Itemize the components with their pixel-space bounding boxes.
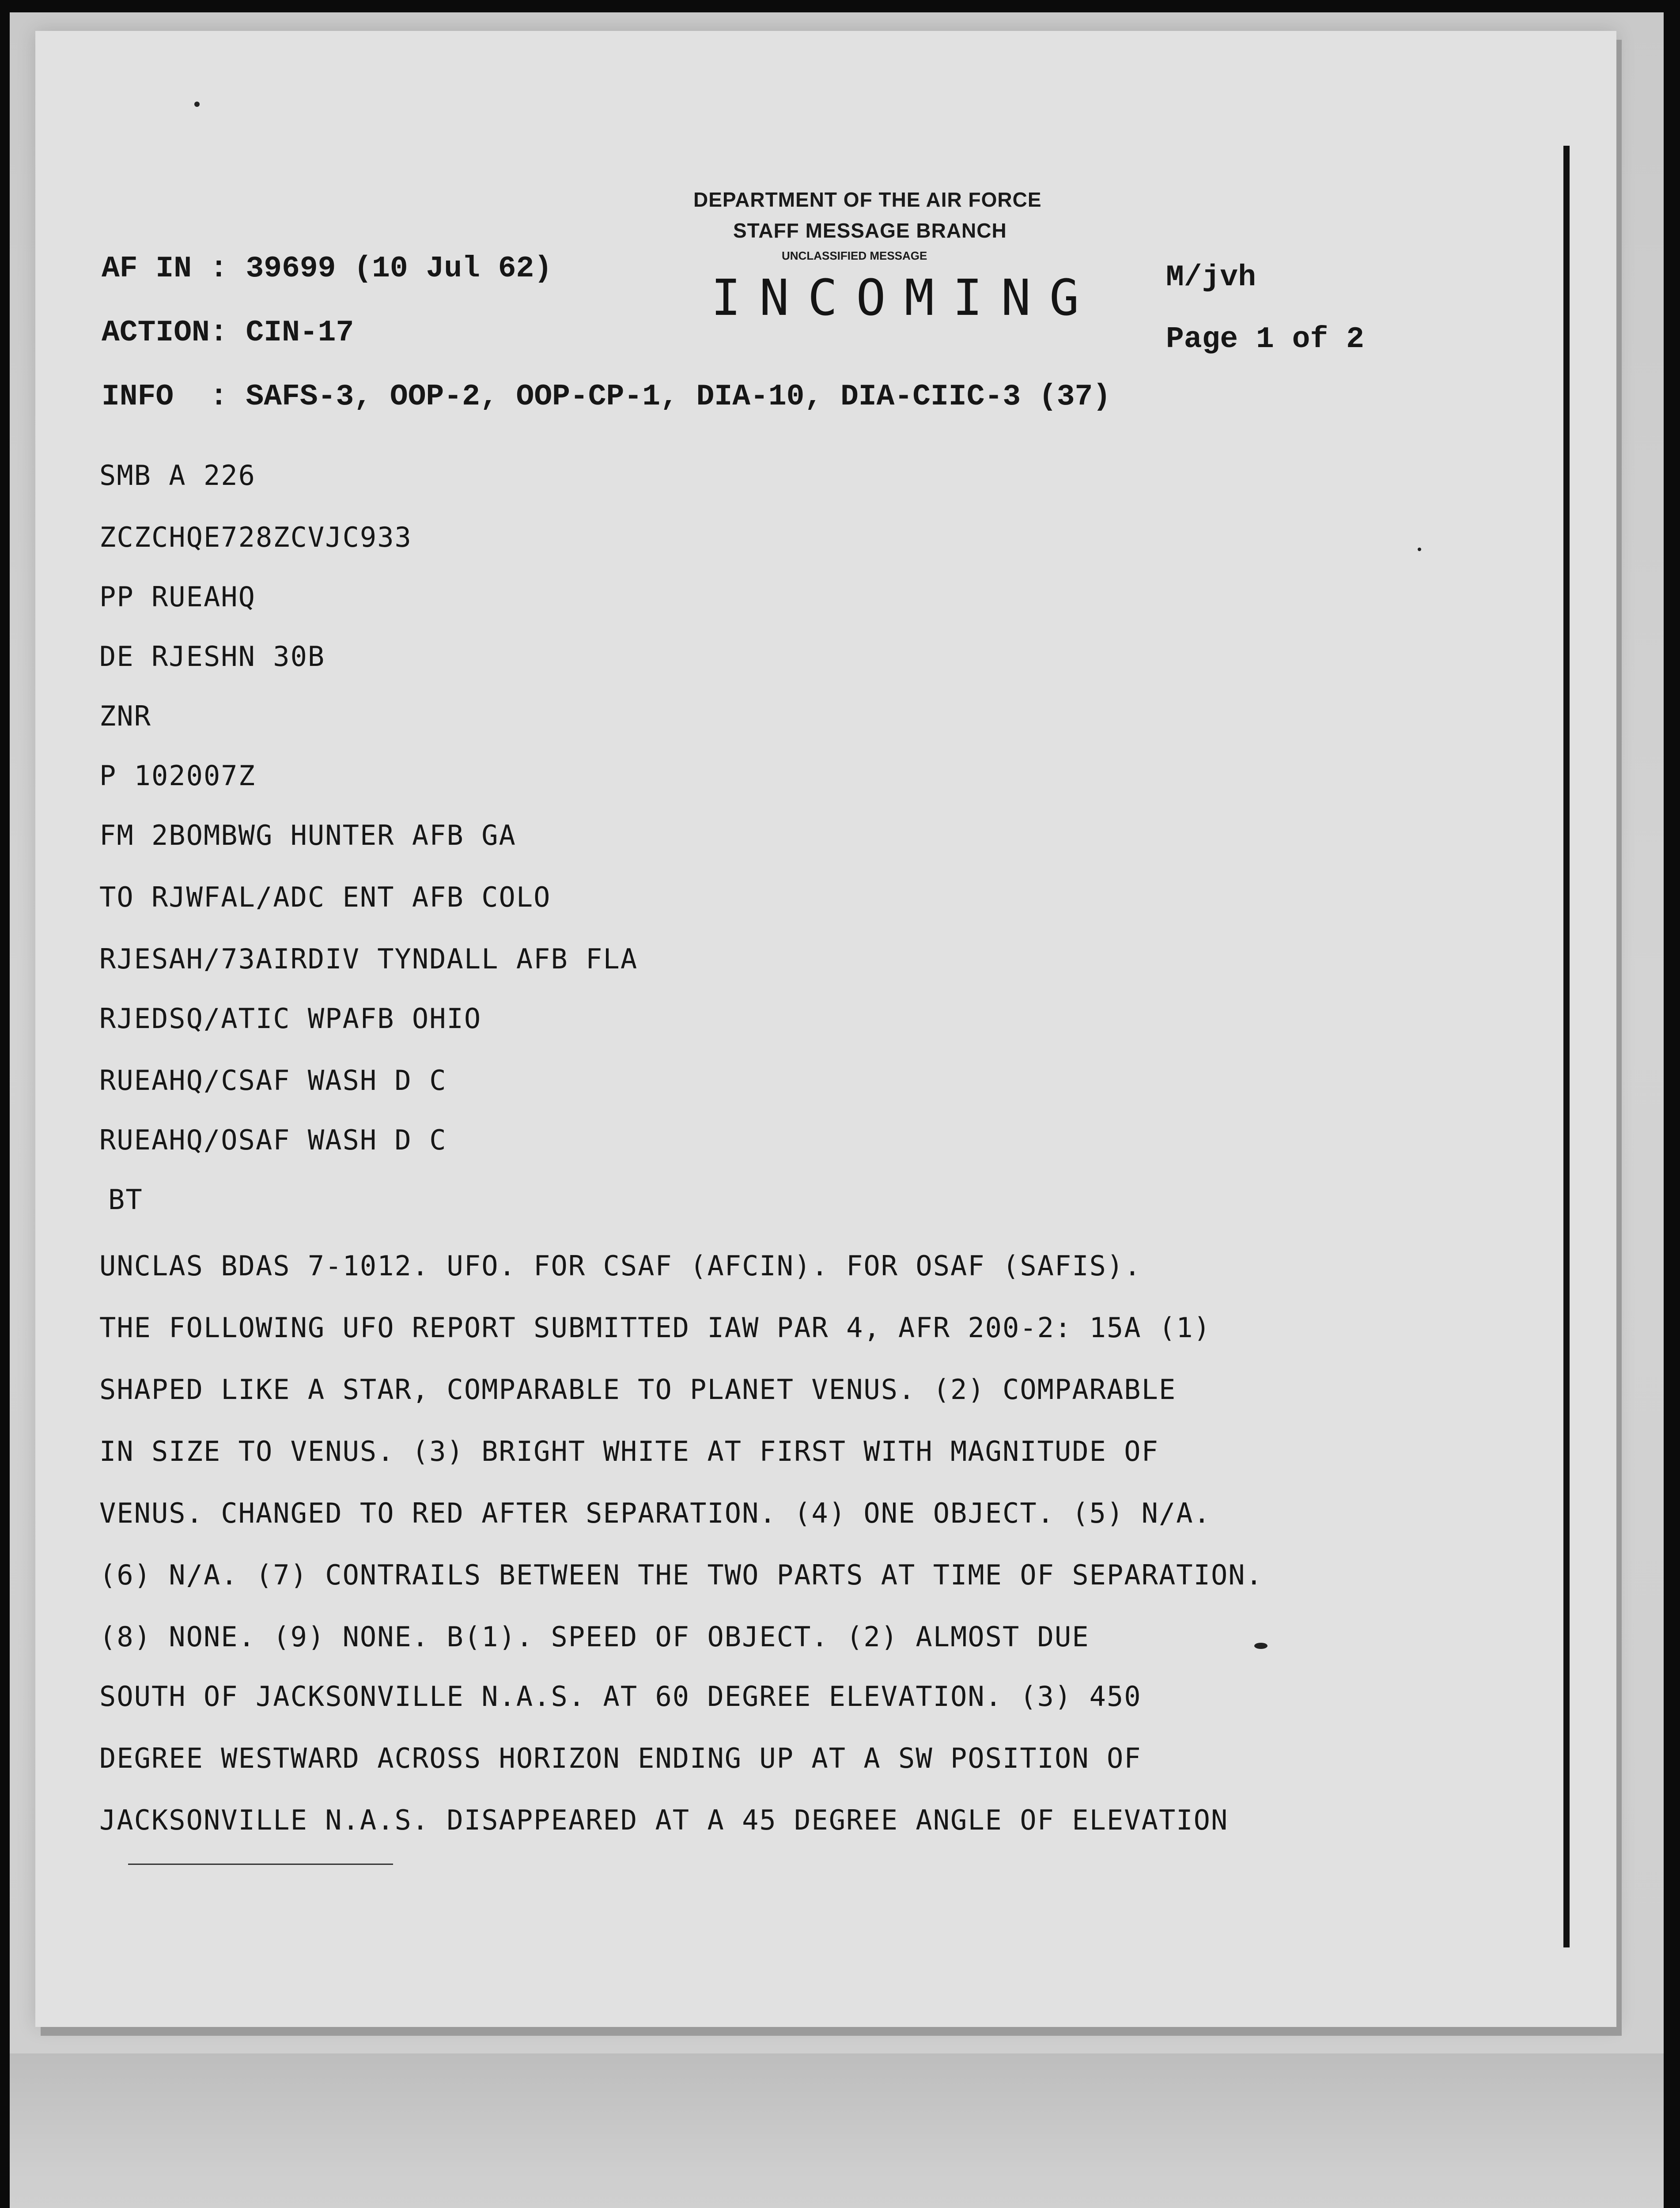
scan-speck: [1254, 1643, 1268, 1649]
message-type-title: INCOMING: [711, 269, 1098, 327]
routing-line: SMB A 226: [99, 459, 256, 492]
routing-line: P 102007Z: [99, 760, 256, 792]
routing-line: ZCZCHQE728ZCVJC933: [99, 521, 412, 553]
body-line: (8) NONE. (9) NONE. B(1). SPEED OF OBJECT. (2) ALMOST DUE: [99, 1621, 1090, 1653]
message-sheet: [35, 31, 1616, 2027]
routing-line: BT: [108, 1183, 143, 1216]
routing-line: RJESAH/73AIRDIV TYNDALL AFB FLA: [99, 943, 638, 975]
routing-line: RJEDSQ/ATIC WPAFB OHIO: [99, 1002, 482, 1035]
af-in-number: AF IN : 39699 (10 Jul 62): [102, 252, 552, 286]
margin-rule: [1563, 146, 1570, 1947]
routing-line: ZNR: [99, 700, 151, 732]
info-line: INFO : SAFS-3, OOP-2, OOP-CP-1, DIA-10, DIA-CIIC-3 (37): [102, 380, 1111, 414]
page-indicator: Page 1 of 2: [1166, 322, 1364, 356]
routing-line: DE RJESHN 30B: [99, 640, 325, 673]
department-heading: DEPARTMENT OF THE AIR FORCE: [693, 188, 1042, 211]
branch-heading: STAFF MESSAGE BRANCH: [733, 219, 1007, 242]
scan-background-lower: [10, 2053, 1664, 2208]
body-line: SHAPED LIKE A STAR, COMPARABLE TO PLANET VENUS. (2) COMPARABLE: [99, 1373, 1177, 1406]
routing-line: FM 2BOMBWG HUNTER AFB GA: [99, 819, 516, 851]
body-line: SOUTH OF JACKSONVILLE N.A.S. AT 60 DEGREE ELEVATION. (3) 450: [99, 1680, 1142, 1713]
routing-line: PP RUEAHQ: [99, 581, 256, 613]
body-line: DEGREE WESTWARD ACROSS HORIZON ENDING UP AT A SW POSITION OF: [99, 1742, 1142, 1774]
routing-line: RUEAHQ/OSAF WASH D C: [99, 1124, 447, 1156]
handwritten-underline: [128, 1864, 393, 1865]
action-line: ACTION: CIN-17: [102, 316, 354, 350]
scan-speck: [194, 102, 200, 107]
body-line: THE FOLLOWING UFO REPORT SUBMITTED IAW PAR 4, AFR 200-2: 15A (1): [99, 1312, 1211, 1344]
body-line: IN SIZE TO VENUS. (3) BRIGHT WHITE AT FIRST WITH MAGNITUDE OF: [99, 1435, 1159, 1467]
body-line: UNCLAS BDAS 7-1012. UFO. FOR CSAF (AFCIN). FOR OSAF (SAFIS).: [99, 1250, 1142, 1282]
body-line: (6) N/A. (7) CONTRAILS BETWEEN THE TWO PARTS AT TIME OF SEPARATION.: [99, 1559, 1263, 1591]
body-line: JACKSONVILLE N.A.S. DISAPPEARED AT A 45 DEGREE ANGLE OF ELEVATION: [99, 1804, 1229, 1836]
scan-speck: [1418, 548, 1421, 551]
routing-line: RUEAHQ/CSAF WASH D C: [99, 1064, 447, 1096]
routing-line: TO RJWFAL/ADC ENT AFB COLO: [99, 881, 551, 913]
body-line: VENUS. CHANGED TO RED AFTER SEPARATION. (4) ONE OBJECT. (5) N/A.: [99, 1497, 1211, 1529]
initials: M/jvh: [1166, 261, 1256, 295]
classification-label: UNCLASSIFIED MESSAGE: [782, 249, 927, 262]
